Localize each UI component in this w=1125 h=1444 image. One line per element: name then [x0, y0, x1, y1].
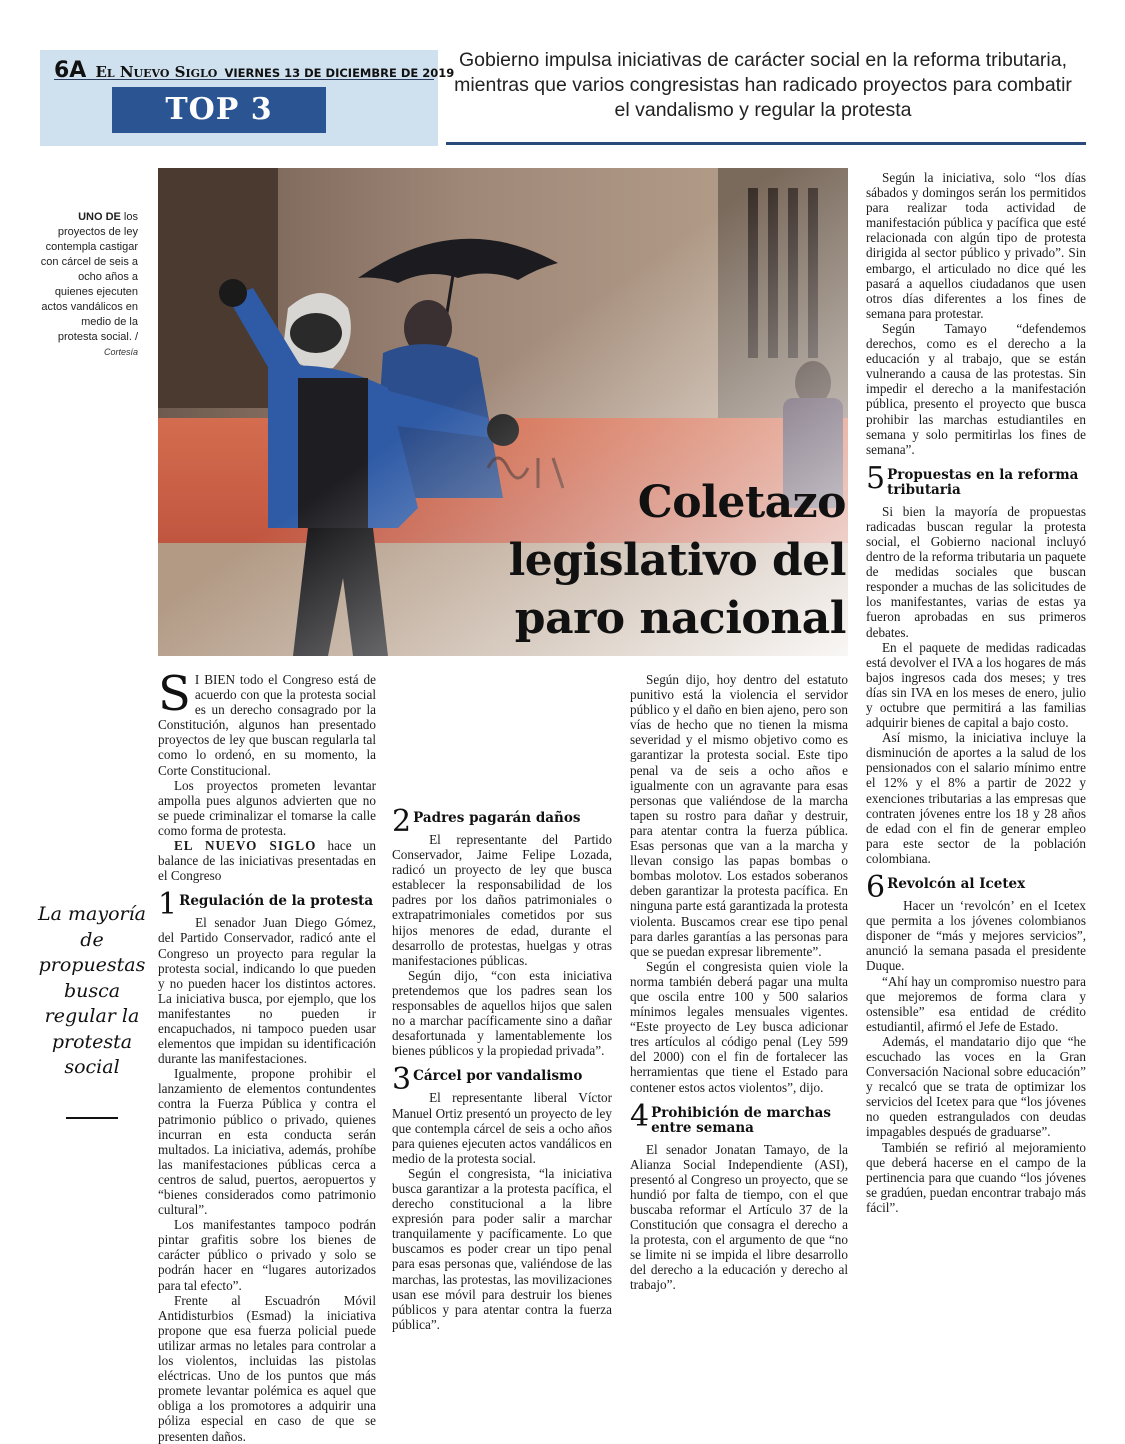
kicker-text: hace un balance de las iniciativas presentadas en el Congreso	[158, 838, 376, 884]
body-paragraph	[158, 838, 376, 883]
body-paragraph: Igualmente, propone prohibir el lanzamiento de elementos contundentes contra la Fuerza Pública y contra el patrimonio público o privado, quienes incurran en esta conducta serán multados. La iniciativa, además, prohíbe las manifestaciones públicas cerca a centros de salud, puertos, aeropuertos y “bienes considerados como patrimonio cultural”.	[158, 1066, 376, 1218]
body-paragraph: El representante liberal Víctor Manuel Ortiz presentó un proyecto de ley que contempla cárcel de seis a ocho años para quienes ejecuten actos vandálicos en medio de la protesta social.	[392, 1090, 612, 1166]
article-column-1	[158, 666, 376, 1444]
article-column-3	[630, 672, 848, 1293]
pull-quote-rule	[66, 1117, 118, 1119]
page-number: 6A	[54, 58, 87, 83]
subhead-title: Revolcón al Icetex	[887, 876, 1026, 893]
subhead-title: Cárcel por vandalismo	[413, 1068, 583, 1085]
body-paragraph: Según el congresista, “la iniciativa busca garantizar a la protesta pacífica, el derecho constitucional a la libre expresión para poder salir a marchar tranquilamente y pacíficamente. Lo que buscamos es poder crear un tipo penal para esas personas que, valiéndose de las marchas, las protestas, las movilizaciones usan ese móvil para destruir los bienes públicos y para atentar contra la fuerza pública”.	[392, 1165, 612, 1332]
body-paragraph: Si bien la mayoría de propuestas radicadas buscan regular la protesta social, el Gobierno nacional incluyó dentro de la reforma tributaria un paquete de medidas sociales que buscan responder a muchas de las solicitudes de los manifestantes, varias de estas ya fueron aprobadas en sus primeros debates.	[866, 503, 1086, 640]
subhead-4	[630, 1098, 848, 1136]
body-paragraph: Los proyectos prometen levantar ampolla pues algunos advierten que no se puede criminalizar el tomarse la calle como forma de protesta.	[158, 777, 376, 838]
body-paragraph: El senador Juan Diego Gómez, del Partido Conservador, radicó ante el Congreso un proyecto para regular la protesta social, indicando lo que pueden y no pueden hacer los distintos actores. La iniciativa busca, por ejemplo, que los manifestantes no pueden ir encapuchados, ni tampoco pueden usar elementos que impidan su identificación durante las manifestaciones.	[158, 915, 376, 1067]
body-paragraph: En el paquete de medidas radicadas está devolver el IVA a los hogares de más bajos ingresos cada dos meses; y tres días sin IVA en los meses de enero, julio y octubre que permitirá a las familias adquirir bienes de capital a bajo costo.	[866, 639, 1086, 731]
lead-text: I BIEN todo el Congreso está de acuerdo con que la protesta social es un derecho consagrado por la Constitución, algunos han presentado proyectos de ley que buscan regularla tal como lo ordenó, en su momento, la Corte Constitucional.	[158, 672, 376, 778]
subhead-title: Prohibición de marchas entre semana	[651, 1104, 831, 1136]
body-paragraph: Según Tamayo “defendemos derechos, como es el derecho a la educación y al trabajo, que se están vulnerando a causa de las protestas. Sin impedir el derecho a la manifestación pública, presento el proyecto que busca prohibir las marchas estudiantiles en semana y solo permitirlas los fines de semana”.	[866, 320, 1086, 457]
caption-text: los proyectos de ley contempla castigar con cárcel de seis a ocho años a quienes ejecuten actos vandálicos en medio de la protesta social. /	[40, 211, 138, 343]
subhead-title: Propuestas en la reforma tributaria	[887, 466, 1079, 498]
body-paragraph: Hacer un ‘revolcón’ en el Icetex que permita a los jóvenes colombianos disponer de “más y mejores servicios”, anunció la semana pasada el presidente Duque.	[866, 898, 1086, 974]
subhead-2	[392, 804, 612, 839]
body-paragraph: Según dijo, “con esta iniciativa pretendemos que los padres sean los responsables de aquellos hijos que salen no a marchar pacíficamente sino a dañar desafortunada y lamentablemente los bienes públicos y la propiedad privada”.	[392, 967, 612, 1059]
subhead-1	[158, 887, 376, 923]
body-paragraph: Los manifestantes tampoco podrán pintar grafitis sobre los bienes de carácter público o privado y solo se podrán hacer en “lugares autorizados para tal efecto”.	[158, 1217, 376, 1293]
photo-caption	[40, 210, 138, 360]
drop-cap: S	[158, 666, 191, 722]
body-paragraph: “Ahí hay un compromiso nuestro para que mejoremos de forma clara y ostensible” esa entidad de crédito estudiantil, afirmó el Jefe de Estado.	[866, 973, 1086, 1034]
page-header	[40, 50, 455, 146]
subhead-number: 5	[866, 460, 886, 496]
subhead-title: Regulación de la protesta	[179, 893, 374, 910]
newspaper-kicker: EL NUEVO SIGLO	[174, 838, 317, 854]
subhead-number: 1	[158, 887, 178, 923]
photo-credit: Cortesía	[103, 347, 138, 357]
newspaper-name: El Nuevo Siglo	[95, 63, 218, 81]
issue-date: VIERNES 13 DE DICIEMBRE DE 2019	[224, 66, 455, 80]
lead-paragraph	[158, 666, 376, 778]
subhead-3	[392, 1062, 612, 1098]
body-paragraph: Según la iniciativa, solo “los días sábados y domingos serán los permitidos para realizar toda actividad de manifestación pública y pacífica que esté relacionada con algún tipo de protesta dirigida al sector público y privado”. Sin embargo, el articulado no dice qué les pasará a aquellos ciudadanos que usen otros días diferentes a los fines de semana para protestar.	[866, 170, 1086, 321]
subhead-number: 6	[866, 870, 886, 906]
subhead-6	[866, 870, 1086, 906]
subhead-number: 2	[392, 804, 412, 839]
article-headline: Coletazo legislativo del paro nacional	[508, 477, 846, 644]
article-column-2	[392, 672, 612, 1332]
body-paragraph: Así mismo, la iniciativa incluye la disminución de aportes a la salud de los pensionados con el salario mínimo entre el 12% y el 8% a partir de 2022 y exenciones tributarias a las empresas que contraten jóvenes entre los 18 y 28 años de edad con el fin de generar empleo para este sector de la población colombiana.	[866, 730, 1086, 866]
body-paragraph: Según dijo, hoy dentro del estatuto punitivo está la violencia el servidor público y el daño en bien ajeno, pero son vías de hecho que no tienen la misma severidad y el mismo objetivo como es garantizar la protesta social. Este tipo penal va de seis a ocho años e igualmente con un agravante para esas personas que valiéndose de la marcha tapen su rostro para dañar y destruir, para atentar contra la fuerza pública. Esas personas que van a la marcha y llevan consigo las papas bombas o bombas molotov. Los estados soberanos deben garantizar la protesta pacífica. En ninguna parte está garantizada la protesta violenta. Buscamos crear ese tipo penal para darles garantías a las personas para que se puedan expresar libremente”.	[630, 672, 848, 959]
folio-line	[54, 58, 455, 83]
body-paragraph: También se refirió al mejoramiento que deberá hacerse en el campo de la pertinencia para que cuando “los jóvenes se gradúen, puedan encontrar trabajo más fácil”.	[866, 1139, 1086, 1215]
header-rule	[446, 142, 1086, 145]
section-badge: TOP 3	[112, 87, 326, 133]
subhead-number: 4	[630, 1098, 650, 1134]
subhead-number: 3	[392, 1062, 412, 1098]
header-summary: Gobierno impulsa iniciativas de carácter social en la reforma tributaria, mientras que varios congresistas han radicado proyectos para combatir el vandalismo y regular la protesta	[454, 49, 1072, 121]
pull-quote: La mayoría de propuestas busca regular la protesta social	[38, 903, 146, 1078]
caption-lead: UNO DE	[78, 211, 121, 223]
subhead-5	[866, 460, 1086, 498]
body-paragraph: Frente al Escuadrón Móvil Antidisturbios (Esmad) la iniciativa propone que esa fuerza policial puede utilizar armas no letales para controlar a los violentos, incluidas las pistolas eléctricas. Uno de los puntos que más promete levantar polémica es aquel que obliga a los promotores a adquirir una póliza especial en caso de que se presenten daños.	[158, 1292, 376, 1444]
body-paragraph: Además, el mandatario dijo que “he escuchado las voces en la Gran Conversación Nacional sobre educación” y recalcó que se trata de optimizar los servicios del Icetex para que “los jóvenes no queden estrangulados con deudas impagables después de graduarse”.	[866, 1033, 1086, 1140]
subhead-title: Padres pagarán daños	[413, 810, 581, 826]
body-paragraph: Según el congresista quien viole la norma también deberá pagar una multa que oscila entre 100 y 500 salarios mínimos legales mensuales vigentes. “Este proyecto de Ley busca adicionar tres artículos al código penal (Ley 599 del 2000) con el fin de fortalecer las herramientas que tiene el Estado para contener estos actos violentos”, dijo.	[630, 958, 848, 1095]
body-paragraph: El senador Jonatan Tamayo, de la Alianza Social Independiente (ASI), presentó al Congreso un proyecto, que se hundió por falta de tiempo, con el que buscaba reformar el Artículo 37 de la Constitución que consagra el derecho a la protesta, con el argumento de que “no se limite ni se impida el libre desarrollo del derecho a la educación y derecho al trabajo”.	[630, 1141, 848, 1293]
article-column-4	[866, 170, 1086, 1215]
body-paragraph: El representante del Partido Conservador, Jaime Felipe Lozada, radicó un proyecto de ley que busca establecer la responsabilidad de los padres por los daños patrimoniales o extrapatrimoniales cometidos por sus hijos menores de edad, durante el desarrollo de protestas, huelgas y otras manifestaciones públicas.	[392, 832, 612, 968]
